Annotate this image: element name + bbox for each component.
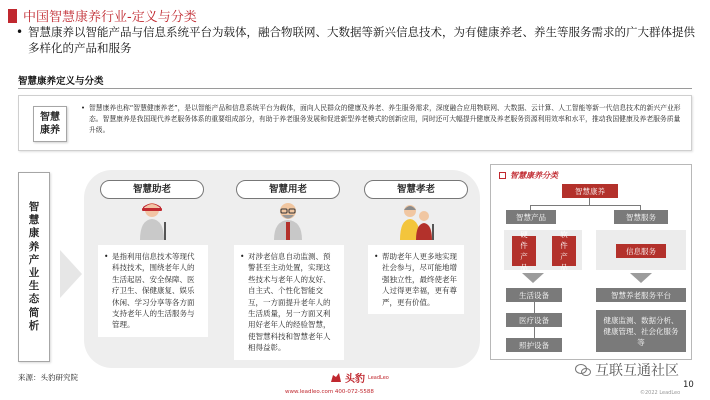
category-desc-filial: [368, 245, 464, 314]
node-care-device: 照护设备: [506, 338, 562, 352]
down-arrow-icon: [630, 273, 652, 283]
node-hardware-label: 硬件产品: [520, 230, 528, 272]
category-desc-text: 帮助老年人更多地实现社会参与，尽可能地增强独立性，最终使老年人过得更幸福，更有尊严，更有价值。: [382, 252, 457, 307]
section-heading: 智慧康养定义与分类: [18, 76, 104, 87]
chat-bubble-icon: [575, 363, 591, 377]
node-service-detail: 健康监测、数据分析、健康管理、社会化服务等: [596, 310, 686, 352]
down-arrow-icon: [522, 273, 544, 283]
classification-title: 智慧康养分类: [499, 170, 558, 181]
brand-logo: [330, 370, 389, 385]
brand-logo-text: 头豹: [345, 374, 365, 385]
summary-text: [16, 24, 698, 56]
summary-content: 智慧康养以智能产品与信息系统平台为载体，融合物联网、大数据等新兴信息技术，为有健康养老、养生等服务需求的广大群体提供多样化的产品和服务: [28, 25, 695, 55]
definition-text: [81, 103, 681, 136]
category-pill-assist: 智慧助老: [100, 180, 204, 199]
category-desc-use: [234, 245, 344, 360]
node-root: 智慧康养: [562, 184, 618, 198]
category-desc-text: 对涉老信息自动监测、预警甚至主动处置，实现这些技术与老年人的友好、自主式、个性化智能交互，一方面提升老年人的生活质量，另一方面又利用好老年人的经验智慧，使智慧科技和智慧老年人相得益彰。: [248, 252, 331, 353]
node-hardware: [512, 230, 536, 272]
node-platform: 智慧养老服务平台: [596, 288, 686, 302]
bullet-icon: •: [104, 252, 109, 261]
node-software-label: 软件产品: [560, 230, 568, 272]
connector-line: [534, 302, 535, 313]
node-software: [552, 230, 576, 272]
page-title-text: 中国智慧康养行业-定义与分类: [23, 10, 197, 25]
family-care-icon: [394, 200, 438, 242]
leopard-icon: [330, 372, 342, 384]
bullet-icon: •: [374, 252, 379, 261]
right-arrow-icon: [60, 250, 82, 298]
connector-line: [530, 205, 640, 206]
source-note: 来源：头豹研究院: [18, 373, 78, 382]
connector-line: [534, 327, 535, 338]
node-service: 智慧服务: [614, 210, 668, 224]
page-title: [8, 6, 197, 25]
category-desc-assist: [98, 245, 208, 337]
elderly-person-icon: [130, 200, 174, 242]
definition-content: 智慧康养也称“智慧健康养老”，是以智能产品和信息系统平台为载体，面向人民群众的健康及养老、养生服务需求，深度融合应用物联网、大数据、云计算、人工智能等新一代信息技术的新兴产业形态。智慧康养是我国现代养老服务体系的重要组成部分，有助于养老服务发展和促进新型养老模式的创新应用，同时还可大幅提升健康及养老服务资源利用效率和水平，推动我国健康及养老服务质量升级。: [89, 104, 681, 134]
node-medical-device: 医疗设备: [506, 313, 562, 327]
industry-chain-label: [18, 172, 50, 362]
section-divider: [18, 88, 692, 89]
category-pill-filial: 智慧孝老: [364, 180, 468, 199]
category-pill-use: 智慧用老: [236, 180, 340, 199]
definition-tag-label: 智慧康养: [40, 112, 60, 136]
title-accent-bar: [8, 9, 17, 23]
definition-box: [18, 95, 692, 151]
node-life-device: 生活设备: [506, 288, 562, 302]
category-desc-text: 是指利用信息技术等现代科技技术，围绕老年人的生活起居、安全保障、医疗卫生、保健康复、娱乐休闲、学习分享等各方面支持老年人的生活服务与管理。: [112, 252, 195, 330]
watermark-text: 互联互通社区: [595, 363, 679, 379]
brand-logo-sub: LeadLeo: [368, 374, 389, 381]
node-info-service: 信息服务: [616, 244, 666, 258]
watermark: [575, 360, 679, 380]
bullet-icon: •: [81, 104, 86, 112]
bullet-icon: •: [240, 252, 245, 261]
definition-tag: [33, 106, 67, 142]
industry-chain-text: 智慧康养产业生态简析: [28, 200, 40, 332]
bullet-icon: •: [16, 25, 24, 39]
node-product: 智慧产品: [506, 210, 556, 224]
footer-contact: www.leadleo.com 400-072-5588: [285, 389, 374, 395]
copyright: ©2022 LeadLeo: [640, 390, 681, 396]
elderly-man-icon: [266, 200, 310, 242]
page-number: 10: [683, 380, 694, 390]
